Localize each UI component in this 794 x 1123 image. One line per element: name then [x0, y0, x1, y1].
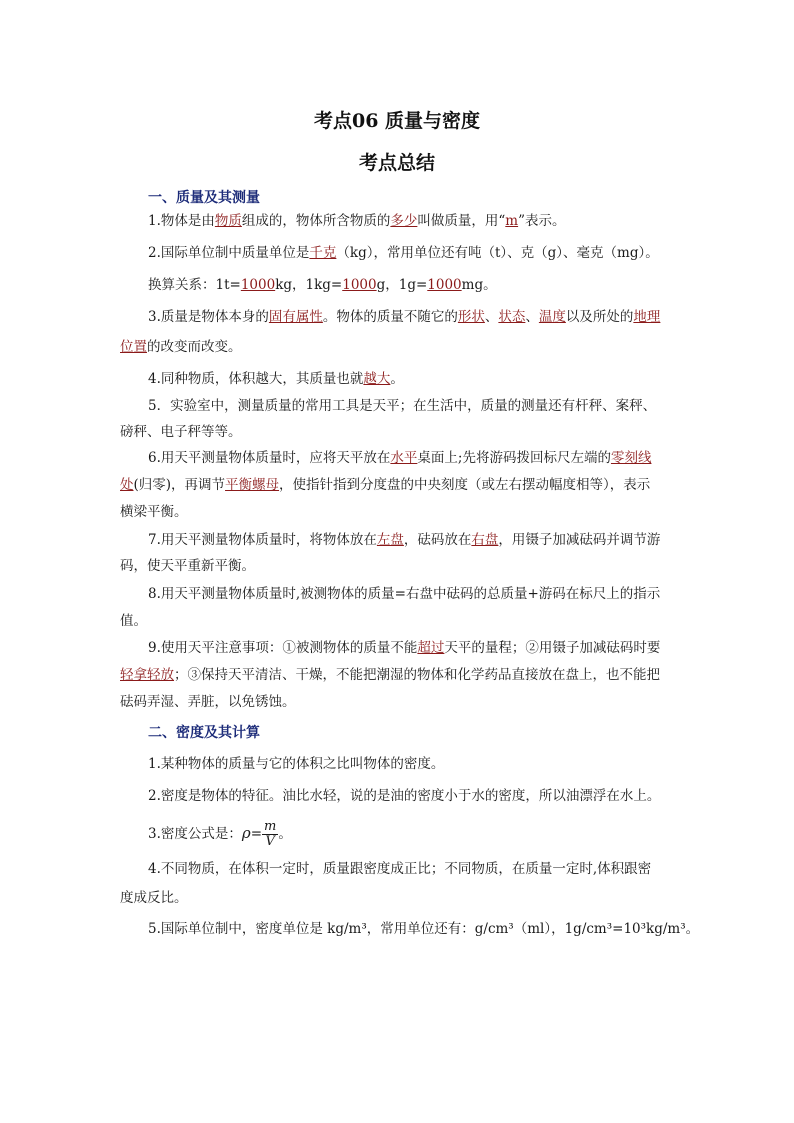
- section-heading-density: 二、密度及其计算: [148, 725, 260, 741]
- paragraph-1-6-line1: 6.用天平测量物体质量时，应将天平放在水平桌面上;先将游码拨回标尺左端的零刻线: [148, 450, 652, 466]
- paragraph-1-9-line2: 轻拿轻放；③保持天平清洁、干燥，不能把潮湿的物体和化学药品直接放在盘上，也不能把: [120, 667, 660, 683]
- paragraph-2-1: 1.某种物体的质量与它的体积之比叫物体的密度。: [148, 756, 445, 772]
- keyword: 右盘: [471, 532, 499, 548]
- fraction: $\frac{m}{V}$: [264, 819, 277, 849]
- paragraph-2-4-line1: 4.不同物质，在体积一定时，质量跟密度成正比；不同物质，在质量一定时,体积跟密: [148, 861, 652, 877]
- paragraph-1-9-line3: 砝码弄湿、弄脏，以免锈蚀。: [120, 694, 296, 710]
- keyword: 温度: [538, 309, 566, 325]
- keyword: 轻拿轻放: [120, 667, 174, 683]
- keyword: 越大: [363, 371, 391, 387]
- keyword: 左盘: [376, 532, 404, 548]
- paragraph-1-5-line2: 磅秤、电子秤等等。: [120, 424, 242, 440]
- keyword: 固有属性: [268, 309, 323, 325]
- paragraph-1-1: 1.物体是由物质组成的，物体所含物质的多少叫做质量，用“m”表示。: [148, 213, 566, 229]
- keyword: 状态: [498, 309, 526, 325]
- paragraph-1-6-line3: 横梁平衡。: [120, 504, 188, 520]
- paragraph-1-4: 4.同种物质，体积越大，其质量也就越大。: [148, 371, 404, 387]
- paragraph-1-9-line1: 9.使用天平注意事项：①被测物体的质量不能超过天平的量程；②用镊子加减砝码时要: [148, 640, 661, 656]
- keyword: m: [505, 213, 519, 229]
- keyword: 位置: [120, 339, 147, 355]
- keyword: 零刻线: [610, 450, 652, 466]
- keyword: 平衡螺母: [225, 477, 280, 493]
- rho-symbol: ρ: [241, 824, 251, 842]
- density-formula: 3.密度公式是：ρ= $\frac{m}{V}$ 。: [148, 819, 292, 849]
- conversion-line: 换算关系：1t=1000kg，1kg=1000g，1g=1000mg。: [148, 277, 497, 293]
- paragraph-1-5-line1: 5．实验室中，测量质量的常用工具是天平；在生活中，质量的测量还有杆秤、案秤、: [148, 398, 657, 414]
- keyword: 超过: [417, 640, 445, 656]
- paragraph-2-5: 5.国际单位制中，密度单位是 kg/m³，常用单位还有：g/cm³（ml），1g/cm³=10³kg/m³。: [148, 921, 700, 937]
- section-heading-mass: 一、质量及其测量: [148, 190, 260, 206]
- paragraph-1-7-line2: 码，使天平重新平衡。: [120, 558, 255, 574]
- paragraph-2-2: 2.密度是物体的特征。油比水轻，说的是油的密度小于水的密度，所以油漂浮在水上。: [148, 788, 661, 804]
- keyword: 地理: [633, 309, 661, 325]
- keyword: 多少: [390, 213, 418, 229]
- keyword: 1000: [240, 277, 276, 293]
- paragraph-1-7-line1: 7.用天平测量物体质量时，将物体放在左盘，砝码放在右盘，用镊子加减砝码并调节游: [148, 532, 661, 548]
- paragraph-1-3-line1: 3.质量是物体本身的固有属性。物体的质量不随它的形状、状态、温度以及所处的地理: [148, 309, 661, 325]
- keyword: 千克: [309, 245, 337, 261]
- keyword: 处: [120, 477, 134, 493]
- paragraph-2-4-line2: 度成反比。: [120, 890, 188, 906]
- keyword: 1000: [342, 277, 377, 293]
- paragraph-1-6-line2: 处(归零)，再调节平衡螺母，使指针指到分度盘的中央刻度（或左右摆动幅度相等），表示: [120, 477, 651, 493]
- keyword: 物质: [214, 213, 242, 229]
- page-title: 考点06 质量与密度: [313, 110, 481, 132]
- paragraph-1-8-line2: 值。: [120, 613, 147, 629]
- keyword: 形状: [457, 309, 485, 325]
- paragraph-1-2: 2.国际单位制中质量单位是千克（kg），常用单位还有吨（t）、克（g）、毫克（mg）。: [148, 245, 659, 261]
- paragraph-1-8-line1: 8.用天平测量物体质量时,被测物体的质量=右盘中砝码的总质量+游码在标尺上的指示: [148, 586, 661, 602]
- keyword: 1000: [427, 277, 462, 293]
- page-subtitle: 考点总结: [358, 152, 435, 174]
- paragraph-1-3-line2: 位置的改变而改变。: [120, 339, 242, 355]
- keyword: 水平: [390, 450, 418, 466]
